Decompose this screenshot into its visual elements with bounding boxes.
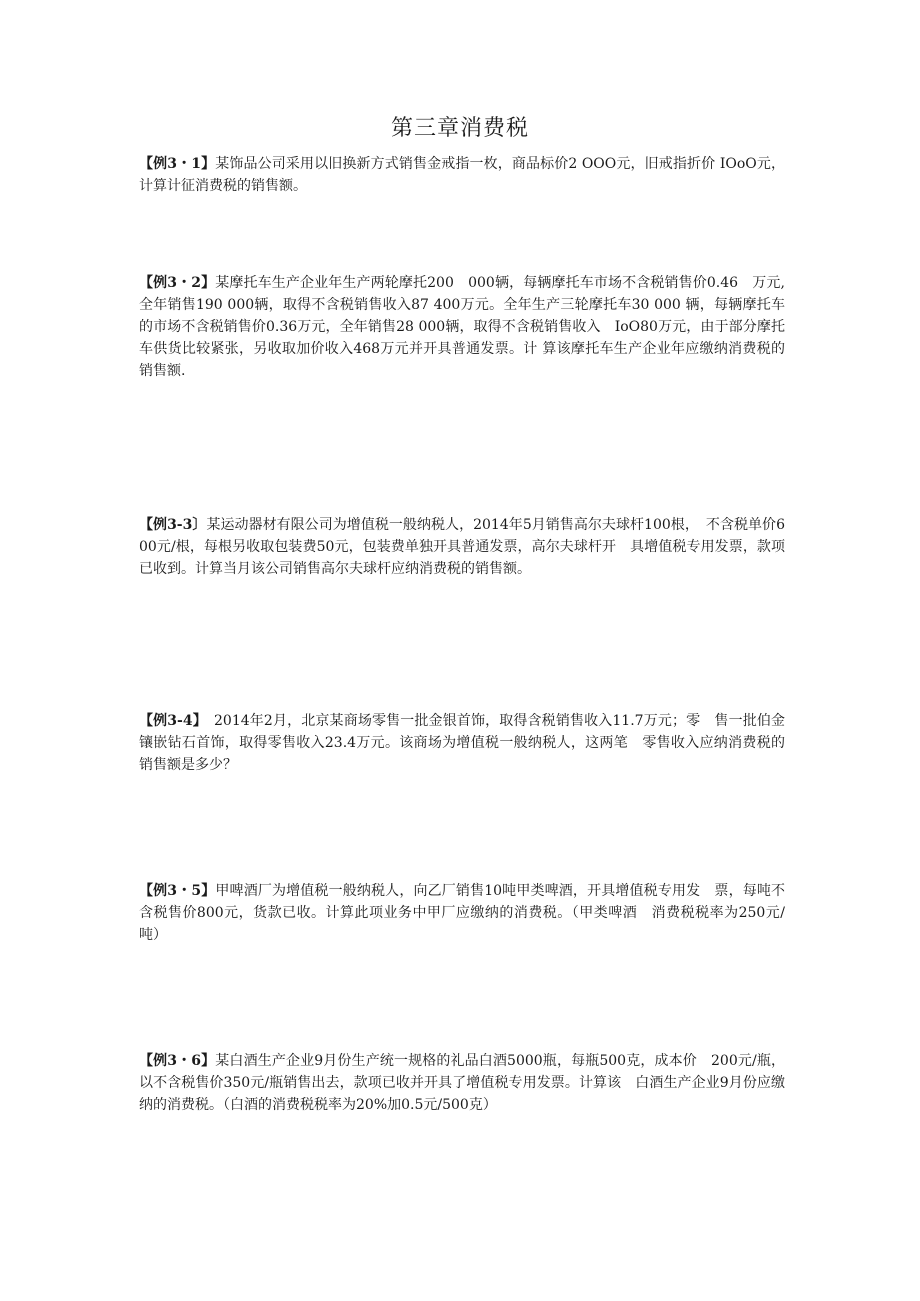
example-3-4 <box>139 710 785 776</box>
example-label: 【例3・5】 <box>139 883 216 899</box>
example-3-1 <box>139 153 785 197</box>
example-label: 【例3・6】 <box>139 1053 216 1069</box>
example-label: 【例3-4】 <box>139 713 200 729</box>
example-label: 【例3・1】 <box>139 156 216 172</box>
example-label: 【例3・2】 <box>139 275 216 291</box>
example-3-5 <box>139 880 785 946</box>
example-text: 2014年2月，北京某商场零售一批金银首饰，取得含税销售收入11.7万元；零 售一批伯金镶嵌钻石首饰，取得零售收入23.4万元。该商场为增值税一般纳税人，这两笔 零售收入应纳消费税的销售额是多少？ <box>139 713 785 773</box>
example-3-2 <box>139 272 785 382</box>
example-label: 【例3-3〕 <box>139 517 207 533</box>
example-3-6 <box>139 1050 785 1116</box>
example-text: 甲啤酒厂为增值税一般纳税人，向乙厂销售10吨甲类啤酒，开具增值税专用发 票，每吨不含税售价800元，货款已收。计算此项业务中甲厂应缴纳的消费税。（甲类啤酒 消费税税率为250元/吨） <box>139 883 786 943</box>
example-text: 某摩托车生产企业年生产两轮摩托200 000辆，每辆摩托车市场不含税销售价0.46 万元,全年销售190 000辆，取得不含税销售收入87 400万元。全年生产三轮摩托车30 000 辆，每辆摩托车的市场不含税销售价0.36万元，全年销售28 000辆，取得不含税销售收入 IoO80万元，由于部分摩托车供货比较紧张，另收取加价收入468万元并开具普通发票。计 算该摩托车生产企业年应缴纳消费税的销售额. <box>139 275 785 379</box>
example-text: 某运动器材有限公司为增值税一般纳税人，2014年5月销售高尔夫球杆100根， 不含税单价600元/根，每根另收取包装费50元，包装费单独开具普通发票，高尔夫球杆开 具增值税专用发票，款项已收到。计算当月该公司销售高尔夫球杆应纳消费税的销售额。 <box>139 517 785 577</box>
example-text: 某白酒生产企业9月份生产统一规格的礼品白酒5000瓶，每瓶500克，成本价 200元/瓶，以不含税售价350元/瓶销售出去，款项已收并开具了增值税专用发票。计算该 白酒生产企业9月份应缴纳的消费税。（白酒的消费税税率为20%加0.5元/500克） <box>139 1053 785 1113</box>
example-text: 某饰品公司采用以旧换新方式销售金戒指一枚，商品标价2 OOO元，旧戒指折价 IOoO元，计算计征消费税的销售额。 <box>139 156 785 194</box>
example-3-3 <box>139 514 785 580</box>
page-title: 第三章消费税 <box>390 116 529 141</box>
